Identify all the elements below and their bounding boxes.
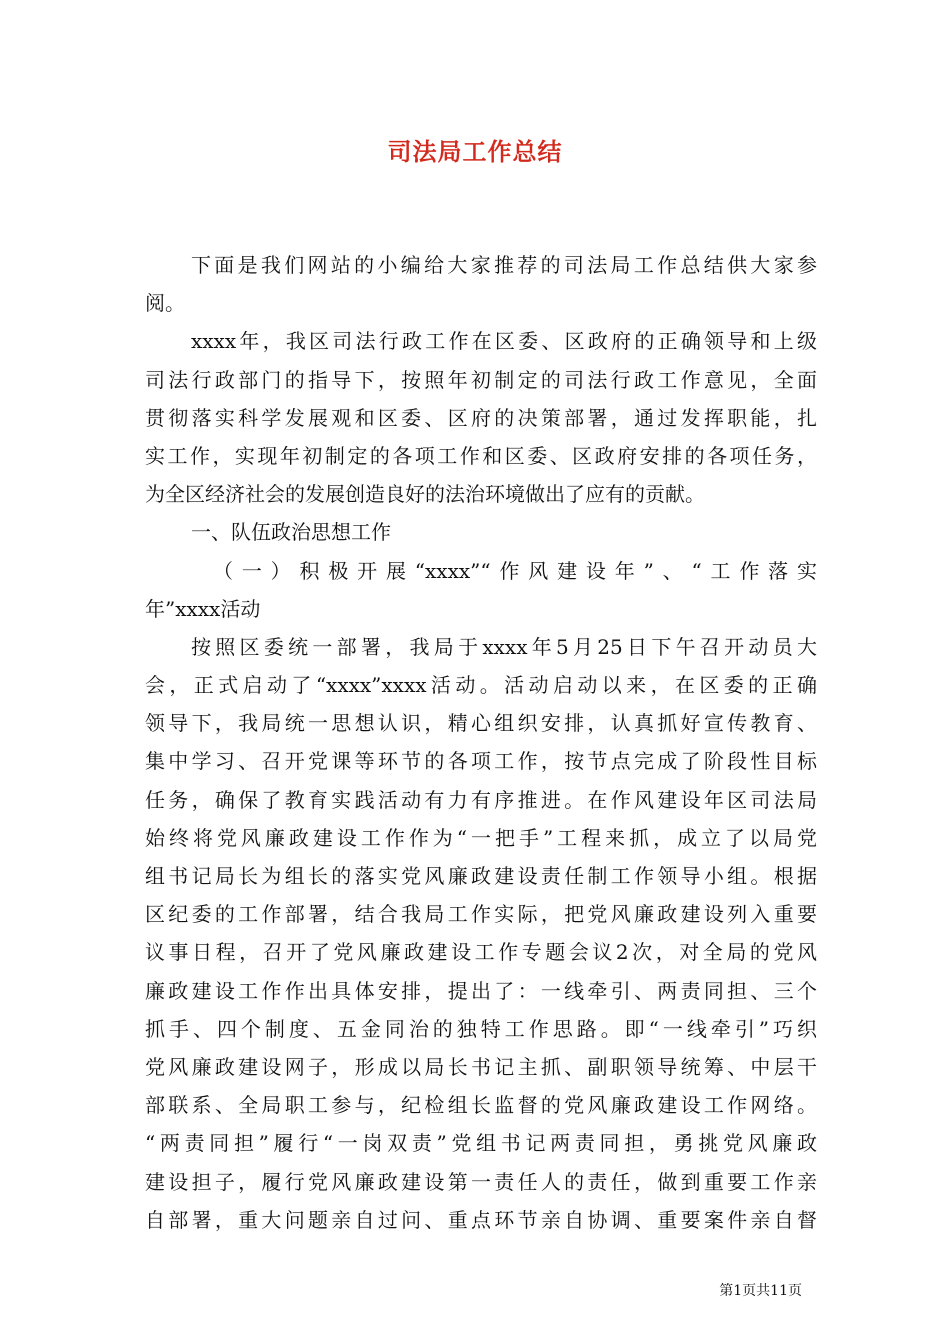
text-line: 建设担子，履行党风廉政建设第一责任人的责任，做到重要工作亲 [145,1169,817,1194]
document-title: 司法局工作总结 [387,137,563,166]
text-line: 始终将党风廉政建设工作作为“一把手”工程来抓，成立了以局党 [145,825,817,850]
text-line: 集中学习、召开党课等环节的各项工作，按节点完成了阶段性目标 [145,749,817,774]
text-line: 部联系、全局职工参与，纪检组长监督的党风廉政建设工作网络。 [145,1093,817,1118]
text-line: 为全区经济社会的发展创造良好的法治环境做出了应有的贡献。 [145,482,705,507]
page-number: 第1页共11页 [719,1283,802,1299]
text-line: 组书记局长为组长的落实党风廉政建设责任制工作领导小组。根据 [145,864,817,888]
text-line: 抓手、四个制度、五金同治的独特工作思路。即“一线牵引”巧织 [145,1016,817,1041]
text-line: 廉政建设工作作出具体安排，提出了：一线牵引、两责同担、三个 [145,978,817,1003]
text-line: 实工作，实现年初制定的各项工作和区委、区政府安排的各项任务， [145,443,817,468]
text-line: 下面是我们网站的小编给大家推荐的司法局工作总结供大家参 [191,253,817,277]
text-line: 会，正式启动了“xxxx”xxxx活动。活动启动以来，在区委的正确 [145,673,817,698]
text-line: 贯彻落实科学发展观和区委、区府的决策部署，通过发挥职能，扎 [145,405,817,430]
document-body [145,246,817,1239]
text-line: 按照区委统一部署，我局于xxxx年5月25日下午召开动员大 [191,634,817,659]
text-line: 阅。 [145,291,185,316]
text-line: 任务，确保了教育实践活动有力有序推进。在作风建设年区司法局 [145,787,817,812]
text-line: 议事日程，召开了党风廉政建设工作专题会议2次，对全局的党风 [145,940,817,965]
text-line: 党风廉政建设网子，形成以局长书记主抓、副职领导统筹、中层干 [145,1054,817,1079]
text-line: 区纪委的工作部署，结合我局工作实际，把党风廉政建设列入重要 [145,902,817,927]
text-line: 领导下，我局统一思想认识，精心组织安排，认真抓好宣传教育、 [145,711,817,736]
text-line: “两责同担”履行“一岗双责”党组书记两责同担，勇挑党风廉政 [145,1131,817,1156]
subsection-heading-cont: 年”xxxx活动 [145,596,261,621]
text-line: 自部署，重大问题亲自过问、重点环节亲自协调、重要案件亲自督 [145,1207,817,1232]
subsection-heading: （一）积极开展“xxxx”“作风建设年”、“工作落实 [213,558,817,583]
text-line: 司法行政部门的指导下，按照年初制定的司法行政工作意见，全面 [145,367,817,392]
section-heading: 一、队伍政治思想工作 [191,520,391,545]
text-line: xxxx年，我区司法行政工作在区委、区政府的正确领导和上级 [191,329,817,354]
